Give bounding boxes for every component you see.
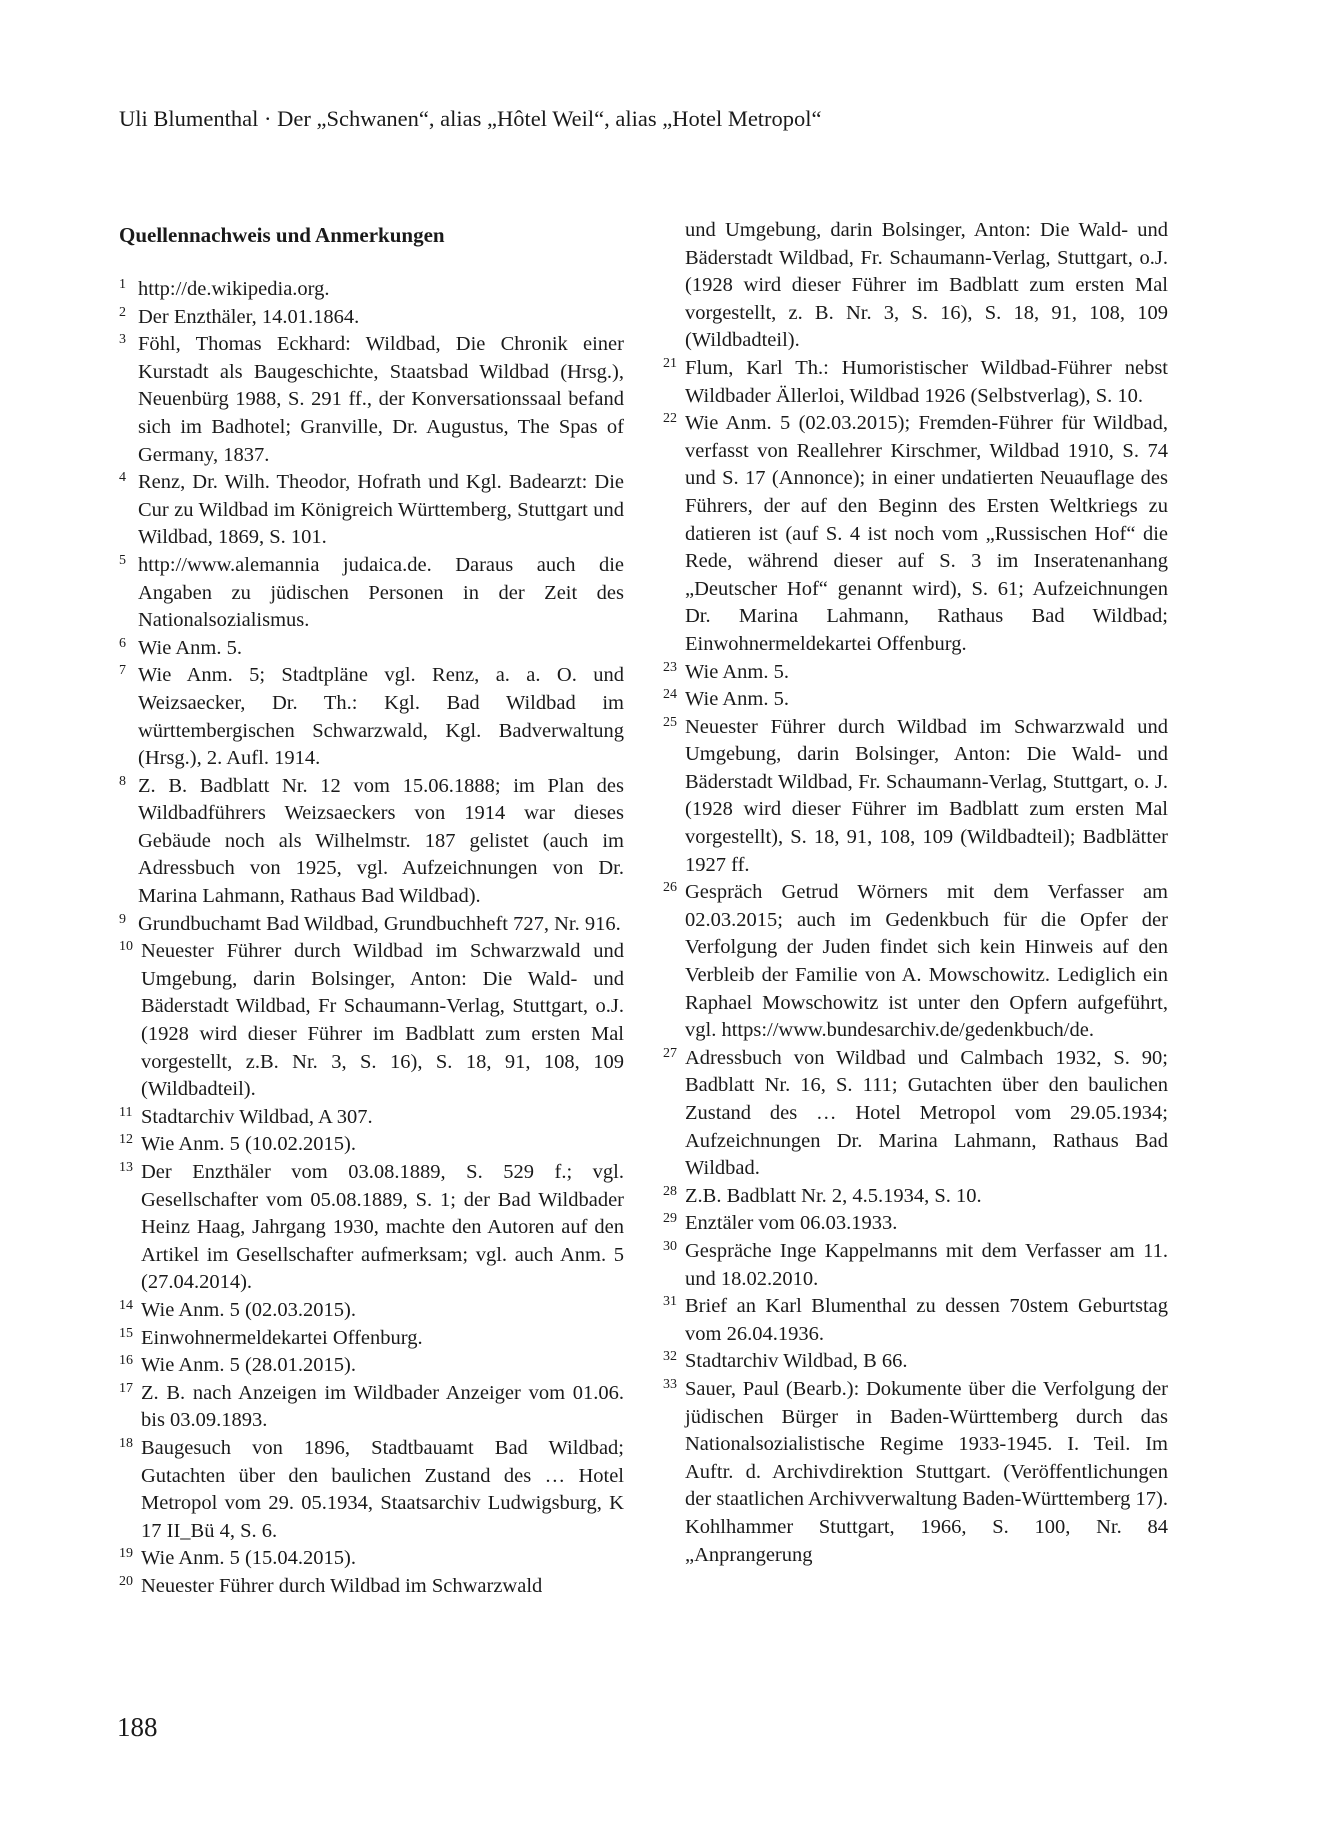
footnote-number: 32 (663, 1349, 677, 1365)
footnote-text: Flum, Karl Th.: Humoristischer Wildbad-Führer nebst Wildbader Ällerloi, Wildbad 1926 (Selbstverlag), S. 10. (685, 356, 1168, 407)
footnote (119, 304, 624, 332)
footnote-number: 26 (663, 880, 677, 896)
right-notes-list (663, 355, 1168, 1569)
footnote-text: http://www.alemannia judaica.de. Daraus auch die Angaben zu jüdischen Personen in der Zeit des Nationalsozialismus. (138, 553, 624, 632)
footnote-number: 18 (119, 1435, 133, 1451)
footnote-text: Wie Anm. 5; Stadtpläne vgl. Renz, a. a. O. und Weizsaecker, Dr. Th.: Kgl. Bad Wildbad im württembergischen Schwarzwald, Kgl. Badverwaltung (Hrsg.), 2. Aufl. 1914. (138, 664, 624, 770)
footnote-number: 4 (119, 470, 126, 486)
footnote (119, 1159, 624, 1297)
section-heading: Quellennachweis und Anmerkungen (119, 223, 445, 247)
footnote (119, 911, 624, 939)
footnote (119, 662, 624, 772)
footnote (663, 659, 1168, 687)
footnote-continuation-text: und Umgebung, darin Bolsinger, Anton: Die Wald- und Bäderstadt Wildbad, Fr. Schaumann-Verlag, Stuttgart, o.J. (1928 wird dieser Führer im Badblatt zum ersten Mal vorgestellt, z. B. Nr. 3, S. 16), S. 18, 91, 108, 109 (Wildbadteil). (685, 219, 1168, 352)
right-column (663, 217, 1168, 1569)
footnote (119, 938, 624, 1104)
footnote (119, 276, 624, 304)
footnote-number: 9 (119, 911, 126, 927)
footnote-text: Enztäler vom 06.03.1933. (685, 1212, 898, 1235)
footnote-number: 11 (119, 1104, 133, 1120)
footnote (119, 1131, 624, 1159)
footnote-number: 23 (663, 659, 677, 675)
footnote-text: Renz, Dr. Wilh. Theodor, Hofrath und Kgl. Badearzt: Die Cur zu Wildbad im Königreich Württemberg, Stuttgart und Wildbad, 1869, S. 101. (138, 471, 624, 549)
footnote-number: 2 (119, 304, 126, 320)
footnote-number: 28 (663, 1183, 677, 1199)
footnote-text: Einwohnermeldekartei Offenburg. (141, 1326, 423, 1349)
footnote-number: 13 (119, 1160, 133, 1175)
footnote-number: 14 (119, 1297, 133, 1313)
footnote-text: Gespräche Inge Kappelmanns mit dem Verfasser am 11. und 18.02.2010. (685, 1239, 1168, 1290)
footnote (119, 1380, 624, 1435)
footnote-text: Wie Anm. 5 (02.03.2015); Fremden-Führer für Wildbad, verfasst von Reallehrer Kirschmer, Wildbad 1910, S. 74 und S. 17 (Annonce); in einer undatierten Neuauflage des Führers, der auf den Beginn des Ersten Weltkriegs zu datieren ist (auf S. 4 ist noch vom „Russischen Hof“ die Rede, während dieser auf S. 3 im Inseratenanhang „Deutscher Hof“ genannt wird), S. 61; Aufzeichnungen Dr. Marina Lahmann, Rathaus Bad Wildbad; Einwohnermeldekartei Offenburg. (685, 412, 1168, 655)
footnote (663, 714, 1168, 880)
footnote (663, 1376, 1168, 1569)
footnote (663, 1045, 1168, 1183)
footnote (119, 635, 624, 663)
footnote-text: Gespräch Getrud Wörners mit dem Verfasser am 02.03.2015; auch im Gedenkbuch für die Opfer der Verfolgung der Juden findet sich kein Hinweis auf den Verbleib der Familie von A. Mowschowitz. Lediglich ein Raphael Mowschowitz ist unter den Opfern aufgeführt, vgl. https://www.bundesarchiv.de/gedenkbuch/de. (685, 881, 1168, 1042)
footnote (119, 469, 624, 552)
footnote-number: 24 (663, 687, 677, 703)
footnote-text: Grundbuchamt Bad Wildbad, Grundbuchheft 727, Nr. 916. (138, 912, 621, 935)
footnote-number: 15 (119, 1325, 133, 1341)
footnote (663, 1183, 1168, 1211)
footnote (663, 879, 1168, 1045)
footnote-text: Brief an Karl Blumenthal zu dessen 70stem Geburtstag vom 26.04.1936. (685, 1295, 1168, 1345)
footnote (119, 1352, 624, 1380)
footnote (663, 686, 1168, 714)
footnote-text: Stadtarchiv Wildbad, B 66. (685, 1350, 908, 1373)
footnote-text: Wie Anm. 5 (28.01.2015). (141, 1354, 356, 1377)
footnote (663, 1238, 1168, 1293)
footnote-text: Z. B. nach Anzeigen im Wildbader Anzeiger vom 01.06. bis 03.09.1893. (141, 1381, 624, 1432)
footnote (663, 1293, 1168, 1348)
footnote-number: 16 (119, 1353, 133, 1369)
footnote-number: 12 (119, 1132, 133, 1148)
footnote-text: http://de.wikipedia.org. (138, 278, 330, 300)
footnote-text: Der Enzthäler vom 03.08.1889, S. 529 f.; vgl. Gesellschafter vom 05.08.1889, S. 1; der Bad Wildbader Heinz Haag, Jahrgang 1930, machte den Autoren auf den Artikel im Gesellschafter aufmerksam; vgl. auch Anm. 5 (27.04.2014). (141, 1161, 624, 1294)
footnote-text: Wie Anm. 5 (15.04.2015). (141, 1547, 356, 1570)
footnote-text: Wie Anm. 5. (685, 688, 789, 711)
footnote (663, 1348, 1168, 1376)
footnote-number: 8 (119, 773, 126, 789)
footnote-number: 5 (119, 552, 126, 568)
footnote-text: Adressbuch von Wildbad und Calmbach 1932, S. 90; Badblatt Nr. 16, S. 111; Gutachten über den baulichen Zustand des … Hotel Metropol vom 29.05.1934; Aufzeichnungen Dr. Marina Lahmann, Rathaus Bad Wildbad. (685, 1046, 1168, 1180)
page-number: 188 (117, 1712, 158, 1742)
footnote-text: Wie Anm. 5. (685, 660, 789, 683)
footnote (119, 773, 624, 911)
footnote (119, 1573, 624, 1601)
footnote-number: 20 (119, 1573, 133, 1589)
footnote-continuation (663, 217, 1168, 355)
footnote-number: 17 (119, 1380, 133, 1396)
footnote-text: Der Enzthäler, 14.01.1864. (138, 305, 360, 328)
footnote-number: 10 (119, 939, 133, 955)
footnote (119, 1325, 624, 1353)
footnote-number: 29 (663, 1211, 677, 1227)
footnote-text: Wie Anm. 5. (138, 636, 242, 659)
footnote-text: Neuester Führer durch Wildbad im Schwarzwald (141, 1574, 543, 1597)
footnote-text: Föhl, Thomas Eckhard: Wildbad, Die Chronik einer Kurstadt als Baugeschichte, Staatsbad Wildbad (Hrsg.), Neuenbürg 1988, S. 291 ff., der Konversationssaal befand sich im Badhotel; Granville, Dr. Augustus, The Spas of Germany, 1837. (138, 333, 624, 466)
footnote (119, 1104, 624, 1132)
footnote (119, 552, 624, 635)
footnote (663, 355, 1168, 410)
footnote (119, 1435, 624, 1545)
footnote-number: 22 (663, 411, 677, 427)
footnote-text: Wie Anm. 5 (10.02.2015). (141, 1133, 356, 1156)
footnote (119, 331, 624, 469)
left-column (119, 221, 624, 1601)
footnote-text: Z. B. Badblatt Nr. 12 vom 15.06.1888; im Plan des Wildbadführers Weizsaeckers von 1914 war dieses Gebäude noch als Wilhelmstr. 187 gelistet (auch im Adressbuch von 1925, vgl. Aufzeichnungen von Dr. Marina Lahmann, Rathaus Bad Wildbad). (138, 774, 624, 908)
footnote-number: 31 (663, 1294, 677, 1310)
footnote (119, 1297, 624, 1325)
footnote-number: 6 (119, 635, 126, 651)
footnote-text: Sauer, Paul (Bearb.): Dokumente über die Verfolgung der jüdischen Bürger in Baden-Württemberg durch das Nationalsozialistische Regime 1933-1945. I. Teil. Im Auftr. d. Archivdirektion Stuttgart. (Veröffentlichungen der staatlichen Archivverwaltung Baden-Württemberg 17). Kohlhammer Stuttgart, 1966, S. 100, Nr. 84 „Anprangerung (685, 1377, 1168, 1566)
footnote-text: Baugesuch von 1896, Stadtbauamt Bad Wildbad; Gutachten über den baulichen Zustand des … Hotel Metropol vom 29. 05.1934, Staatsarchiv Ludwigsburg, K 17 II_Bü 4, S. 6. (141, 1436, 624, 1542)
footnote-text: Wie Anm. 5 (02.03.2015). (141, 1298, 356, 1321)
footnote-text: Z.B. Badblatt Nr. 2, 4.5.1934, S. 10. (685, 1184, 982, 1207)
footnote-number: 19 (119, 1546, 133, 1562)
footnote-number: 25 (663, 714, 677, 730)
footnote-number: 27 (663, 1045, 677, 1061)
footnote-number: 7 (119, 663, 126, 679)
footnote-number: 21 (663, 355, 677, 371)
footnote-number: 1 (119, 277, 126, 292)
footnote-text: Neuester Führer durch Wildbad im Schwarzwald und Umgebung, darin Bolsinger, Anton: Die Wald- und Bäderstadt Wildbad, Fr Schaumann-Verlag, Stuttgart, o.J. (1928 wird dieser Führer im Badblatt zum ersten Mal vorgestellt, z.B. Nr. 3, S. 16), S. 18, 91, 108, 109 (Wildbadteil). (141, 940, 624, 1101)
footnote-number: 33 (663, 1376, 677, 1392)
footnote (119, 1545, 624, 1573)
footnote-number: 30 (663, 1238, 677, 1254)
running-head: Uli Blumenthal · Der „Schwanen“, alias „Hôtel Weil“, alias „Hotel Metropol“ (119, 106, 822, 131)
footnote-text: Neuester Führer durch Wildbad im Schwarzwald und Umgebung, darin Bolsinger, Anton: Die Wald- und Bäderstadt Wildbad, Fr. Schaumann-Verlag, Stuttgart, o. J. (1928 wird dieser Führer im Badblatt zum ersten Mal vorgestellt), S. 18, 91, 108, 109 (Wildbadteil); Badblätter 1927 ff. (685, 715, 1168, 876)
footnote-number: 3 (119, 332, 126, 348)
footnote-text: Stadtarchiv Wildbad, A 307. (141, 1105, 373, 1128)
left-notes-list (119, 276, 624, 1601)
footnote (663, 410, 1168, 658)
footnote (663, 1210, 1168, 1238)
